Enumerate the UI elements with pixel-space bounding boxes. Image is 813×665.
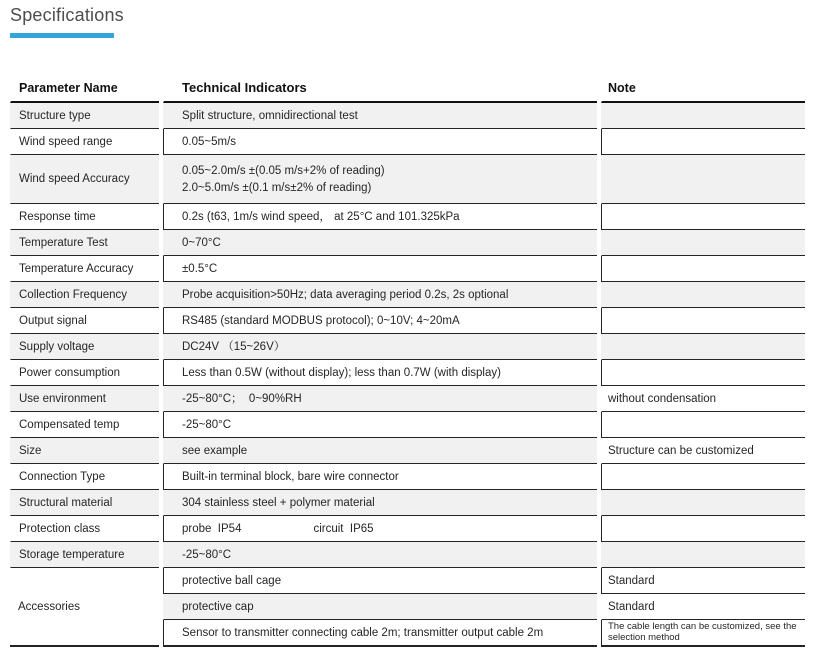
indicator-cell: protective ball cage <box>163 568 597 594</box>
note-cell <box>601 230 805 256</box>
table-header-row <box>10 74 805 103</box>
param-cell: Wind speed Accuracy <box>10 155 159 204</box>
indicator-cell: see example <box>163 438 597 464</box>
note-cell <box>601 490 805 516</box>
indicator-line-1: 0.05~2.0m/s ±(0.05 m/s+2% of reading) <box>182 164 385 177</box>
table-row-structure-type <box>10 103 805 129</box>
param-cell-accessories: Accessories <box>10 568 159 647</box>
header-note: Note <box>601 74 805 103</box>
note-cell <box>601 103 805 129</box>
table-row-collection-frequency <box>10 282 805 308</box>
indicator-cell: protective cap <box>163 594 597 620</box>
note-cell: Standard <box>601 568 805 594</box>
table-row-protective-ball-cage <box>163 568 805 594</box>
indicator-cell: -25~80°C <box>163 412 597 438</box>
indicator-cell <box>163 155 597 204</box>
header-parameter-name: Parameter Name <box>10 74 159 103</box>
indicator-cell: 0.2s (t63, 1m/s wind speed， at 25°C and 101.325kPa <box>163 204 597 230</box>
indicator-cell <box>163 516 597 542</box>
table-row-supply-voltage <box>10 334 805 360</box>
circuit-rating: circuit IP65 <box>313 522 374 535</box>
indicator-cell: DC24V （15~26V） <box>163 334 597 360</box>
indicator-line-2: 2.0~5.0m/s ±(0.1 m/s±2% of reading) <box>182 181 372 194</box>
table-row-temperature-accuracy <box>10 256 805 282</box>
indicator-cell: -25~80°C； 0~90%RH <box>163 386 597 412</box>
note-cell: Standard <box>601 594 805 620</box>
indicator-cell: Split structure, omnidirectional test <box>163 103 597 129</box>
table-row-use-environment <box>10 386 805 412</box>
note-cell <box>601 204 805 230</box>
note-cell <box>601 542 805 568</box>
param-cell: Temperature Test <box>10 230 159 256</box>
specifications-table <box>10 74 805 647</box>
table-row-response-time <box>10 204 805 230</box>
indicator-cell: 0~70°C <box>163 230 597 256</box>
note-cell: Structure can be customized <box>601 438 805 464</box>
table-row-wind-speed-accuracy <box>10 155 805 204</box>
param-cell: Structural material <box>10 490 159 516</box>
table-row-structural-material <box>10 490 805 516</box>
indicator-cell: ±0.5°C <box>163 256 597 282</box>
note-cell <box>601 464 805 490</box>
note-cell <box>601 516 805 542</box>
note-cell <box>601 412 805 438</box>
table-row-power-consumption <box>10 360 805 386</box>
param-cell: Connection Type <box>10 464 159 490</box>
indicator-cell: -25~80°C <box>163 542 597 568</box>
table-row-compensated-temp <box>10 412 805 438</box>
param-cell: Temperature Accuracy <box>10 256 159 282</box>
param-cell: Wind speed range <box>10 129 159 155</box>
note-cell <box>601 256 805 282</box>
note-cell <box>601 334 805 360</box>
note-cell <box>601 129 805 155</box>
table-row-protective-cap <box>163 594 805 620</box>
table-row-storage-temperature <box>10 542 805 568</box>
header-technical-indicators: Technical Indicators <box>163 74 597 103</box>
page-title: Specifications <box>10 5 124 25</box>
param-cell: Response time <box>10 204 159 230</box>
param-cell: Compensated temp <box>10 412 159 438</box>
param-cell: Power consumption <box>10 360 159 386</box>
note-cell: The cable length can be customized, see the selection method <box>601 620 805 647</box>
table-row-temperature-test <box>10 230 805 256</box>
title-underline-accent <box>10 33 114 38</box>
indicator-cell: 304 stainless steel + polymer material <box>163 490 597 516</box>
table-row-wind-speed-range <box>10 129 805 155</box>
param-cell: Collection Frequency <box>10 282 159 308</box>
note-cell: without condensation <box>601 386 805 412</box>
param-cell: Protection class <box>10 516 159 542</box>
param-cell: Size <box>10 438 159 464</box>
param-cell: Supply voltage <box>10 334 159 360</box>
table-row-connecting-cable <box>163 620 805 647</box>
indicator-cell: RS485 (standard MODBUS protocol); 0~10V; 4~20mA <box>163 308 597 334</box>
param-cell: Output signal <box>10 308 159 334</box>
probe-rating: probe IP54 <box>182 522 242 535</box>
param-cell: Structure type <box>10 103 159 129</box>
table-row-connection-type <box>10 464 805 490</box>
table-row-protection-class <box>10 516 805 542</box>
table-row-output-signal <box>10 308 805 334</box>
indicator-cell: Sensor to transmitter connecting cable 2m; transmitter output cable 2m <box>163 620 597 647</box>
accessories-rows <box>163 568 805 647</box>
table-row-size <box>10 438 805 464</box>
indicator-cell: Less than 0.5W (without display); less than 0.7W (with display) <box>163 360 597 386</box>
note-cell <box>601 308 805 334</box>
indicator-cell: 0.05~5m/s <box>163 129 597 155</box>
indicator-cell: Built-in terminal block, bare wire connector <box>163 464 597 490</box>
param-cell: Use environment <box>10 386 159 412</box>
param-cell: Storage temperature <box>10 542 159 568</box>
note-cell <box>601 155 805 204</box>
note-cell <box>601 360 805 386</box>
note-cell <box>601 282 805 308</box>
indicator-cell: Probe acquisition>50Hz; data averaging period 0.2s, 2s optional <box>163 282 597 308</box>
table-group-accessories <box>10 568 805 647</box>
